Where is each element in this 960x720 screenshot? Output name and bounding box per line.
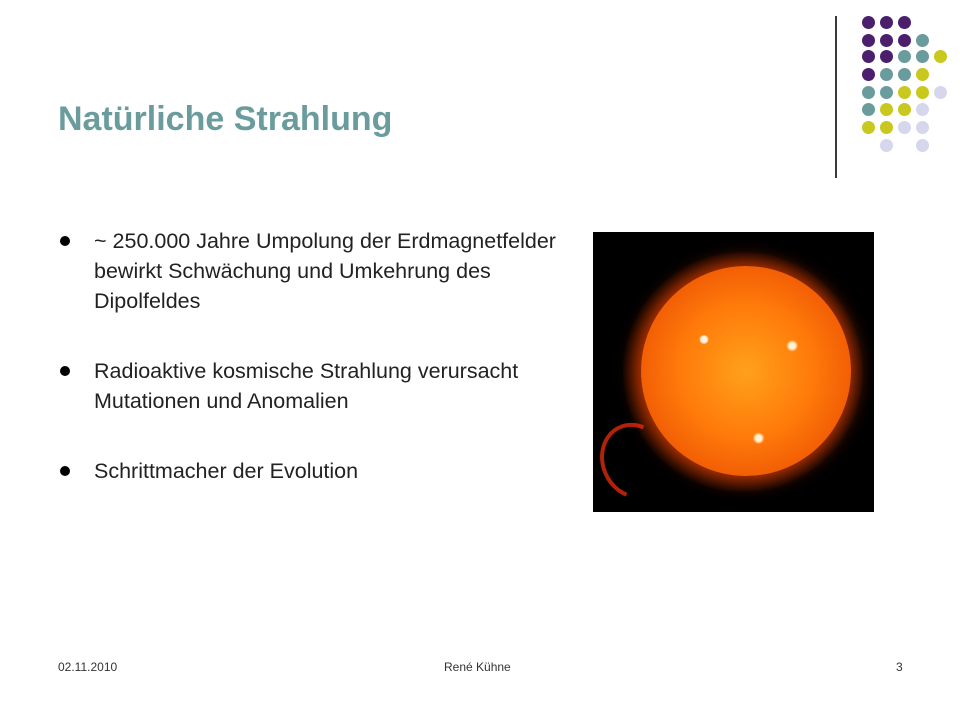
decorative-dot bbox=[898, 16, 911, 29]
decorative-dot bbox=[898, 86, 911, 99]
decorative-dot bbox=[916, 86, 929, 99]
decorative-dot bbox=[916, 121, 929, 134]
decorative-dot bbox=[862, 121, 875, 134]
footer-date: 02.11.2010 bbox=[58, 660, 118, 674]
decorative-dot bbox=[916, 139, 929, 152]
decorative-dot bbox=[898, 34, 911, 47]
bullet-icon bbox=[60, 466, 70, 476]
bullet-icon bbox=[60, 366, 70, 376]
decorative-dot bbox=[916, 68, 929, 81]
bullet-item bbox=[60, 356, 560, 416]
footer-page-number: 3 bbox=[896, 660, 903, 674]
decorative-dot bbox=[880, 16, 893, 29]
bullet-text: Radioaktive kosmische Strahlung verursacht Mutationen und Anomalien bbox=[94, 359, 519, 413]
decorative-dot bbox=[916, 34, 929, 47]
decorative-dot bbox=[934, 86, 947, 99]
decorative-dot bbox=[898, 121, 911, 134]
slide-title: Natürliche Strahlung bbox=[58, 100, 393, 138]
decorative-dot bbox=[862, 34, 875, 47]
decorative-dot bbox=[880, 103, 893, 116]
decorative-dot bbox=[898, 103, 911, 116]
decorative-dot bbox=[880, 50, 893, 63]
decorative-dot bbox=[898, 68, 911, 81]
decorative-dot bbox=[934, 50, 947, 63]
divider-line bbox=[835, 16, 837, 178]
sun-photo bbox=[593, 232, 874, 512]
decorative-dot bbox=[880, 139, 893, 152]
bullet-text: Schrittmacher der Evolution bbox=[94, 459, 359, 483]
bullet-item bbox=[60, 226, 560, 316]
decorative-dot bbox=[880, 86, 893, 99]
decorative-dot bbox=[880, 34, 893, 47]
decorative-dot bbox=[880, 68, 893, 81]
bullet-item bbox=[60, 456, 560, 486]
decorative-dot bbox=[898, 50, 911, 63]
decorative-dot bbox=[862, 16, 875, 29]
bullet-icon bbox=[60, 236, 70, 246]
decorative-dot bbox=[862, 50, 875, 63]
decorative-dot bbox=[916, 103, 929, 116]
sun-disc bbox=[641, 266, 851, 476]
decorative-dot bbox=[916, 50, 929, 63]
bullet-list bbox=[60, 226, 560, 526]
decorative-dot bbox=[880, 121, 893, 134]
decorative-dot bbox=[862, 86, 875, 99]
bullet-text: ~ 250.000 Jahre Umpolung der Erdmagnetfelder bewirkt Schwächung und Umkehrung des Dipolfeldes bbox=[94, 229, 556, 313]
decorative-dot bbox=[862, 68, 875, 81]
footer-author: René Kühne bbox=[444, 660, 511, 674]
decorative-dot bbox=[862, 103, 875, 116]
